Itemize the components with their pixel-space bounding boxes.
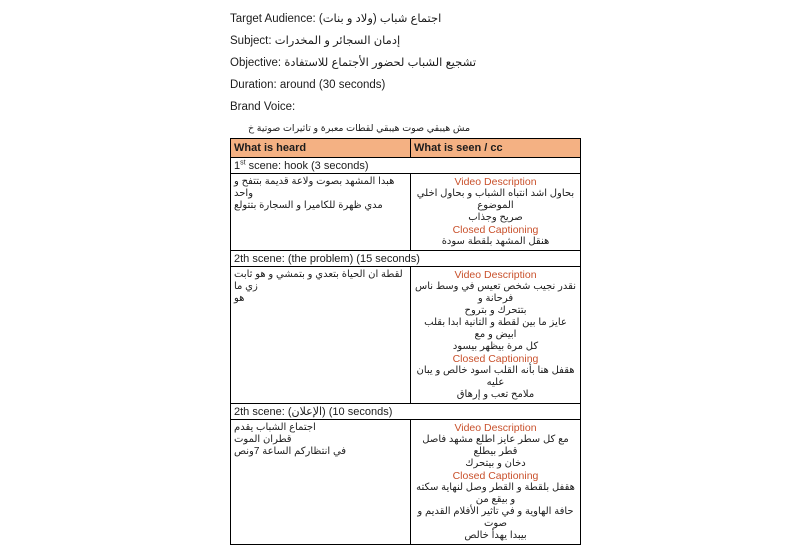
objective-value: تشجيع الشباب لحضور الأجتماع للاستفادة xyxy=(284,57,477,69)
storyboard-table xyxy=(230,138,581,545)
scene-2-title-row xyxy=(231,251,581,267)
scene-1-heard-cell xyxy=(231,174,411,251)
closed-captioning-label: Closed Captioning xyxy=(452,353,539,365)
scene-2-seen-cell xyxy=(411,267,581,404)
scene-3-seen-cell xyxy=(411,420,581,545)
video-description-label: Video Description xyxy=(454,422,537,434)
brief-document xyxy=(230,13,580,545)
scene-1-number: 1 xyxy=(234,159,241,172)
objective-line xyxy=(230,57,580,70)
objective-label: Objective: xyxy=(230,57,282,69)
heard-line: اجتماع الشباب يقدم xyxy=(234,422,316,433)
heard-line: هو xyxy=(234,293,245,304)
video-description-line: كل مرة بيظهر بيسود xyxy=(452,341,539,352)
video-description-line: نقدر نجيب شخص تعيس في وسط ناس فرحانة و xyxy=(415,281,576,304)
heard-line: هبدا المشهد بصوت ولاعة قديمة بتتفح و واحد xyxy=(234,176,395,199)
scene-3-content-row xyxy=(231,420,581,545)
scene-1-seen-cell xyxy=(411,174,581,251)
subject-value: إدمان السجائر و المخدرات xyxy=(274,35,401,47)
video-description-label: Video Description xyxy=(454,176,537,188)
video-description-line: مع كل سطر عايز اطلع مشهد فاصل قطر بيطلع xyxy=(422,434,569,457)
closed-captioning-line: هقفل بلقطة و القطر وصل لنهاية سكته و بيقع من xyxy=(416,482,575,505)
column-header-heard: What is heard xyxy=(231,139,411,158)
closed-captioning-line: ملامح تعب و إرهاق xyxy=(456,389,535,400)
target-audience-value: اجتماع شباب (ولاد و بنات) xyxy=(318,13,442,25)
heard-line: في انتظاركم الساعة 7ونص xyxy=(234,446,347,457)
video-description-line: صريح وجذاب xyxy=(468,212,523,223)
video-description-line: بتتحرك و بتروح xyxy=(464,305,527,316)
scene-1-title-text: scene: hook (3 seconds) xyxy=(245,159,369,172)
scene-3-heard-cell xyxy=(231,420,411,545)
heard-line: مدي ظهرة للكاميرا و السجارة بتتولع xyxy=(234,200,383,211)
closed-captioning-label: Closed Captioning xyxy=(452,224,539,236)
closed-captioning-line: هنقل المشهد بلقطة سودة xyxy=(441,236,550,247)
closed-captioning-line: بيبدا يهدأ خالص xyxy=(464,530,527,541)
brand-voice-note: مش هيبقي صوت هيبقي لقطات معبرة و تاثيرات صوتية خ xyxy=(248,123,471,134)
scene-3-number: 2th xyxy=(234,406,250,418)
scene-2-title xyxy=(231,251,581,267)
scene-3-title xyxy=(231,404,581,420)
video-description-line: بحاول اشد انتباه الشباب و بحاول اخلي الموضوع xyxy=(416,188,575,211)
closed-captioning-line: حافة الهاوية و في تاثير الأفلام القديم و صوت xyxy=(417,506,574,529)
closed-captioning-label: Closed Captioning xyxy=(452,470,539,482)
duration-value: around (30 seconds) xyxy=(279,79,386,91)
scene-2-heard-cell xyxy=(231,267,411,404)
video-description-line: عايز ما بين لقطة و التانية ابدا بقلب ابيض و مع xyxy=(424,317,567,340)
video-description-line: دخان و بيتحرك xyxy=(465,458,526,469)
brand-voice-line xyxy=(230,101,580,114)
subject-label: Subject: xyxy=(230,35,272,47)
column-header-seen: What is seen / cc xyxy=(411,139,581,158)
target-audience-line xyxy=(230,13,580,26)
heard-line: قطران الموت xyxy=(234,434,292,445)
closed-captioning-line: هقفل هنا بأنه القلب اسود خالص و يبان عليه xyxy=(416,365,575,388)
heard-line: لقطة ان الحياة بتعدي و بتمشي و هو ثابت زي ما xyxy=(234,269,403,292)
duration-line xyxy=(230,79,580,92)
scene-1-title-row xyxy=(231,158,581,174)
target-audience-label: Target Audience: xyxy=(230,13,316,25)
scene-2-number: 2th xyxy=(234,252,250,265)
scene-1-content-row xyxy=(231,174,581,251)
scene-3-title-row xyxy=(231,404,581,420)
scene-3-title-text: scene: (الإعلان) (10 seconds) xyxy=(249,406,393,418)
table-header-row xyxy=(231,139,581,158)
scene-1-title xyxy=(231,158,581,174)
subject-line xyxy=(230,35,580,48)
brand-voice-label: Brand Voice: xyxy=(230,101,296,113)
scene-1-ordinal-suffix: st xyxy=(240,158,246,166)
video-description-label: Video Description xyxy=(454,269,537,281)
scene-2-content-row xyxy=(231,267,581,404)
scene-2-title-text: scene: (the problem) (15 seconds) xyxy=(249,252,420,265)
duration-label: Duration: xyxy=(230,79,277,91)
